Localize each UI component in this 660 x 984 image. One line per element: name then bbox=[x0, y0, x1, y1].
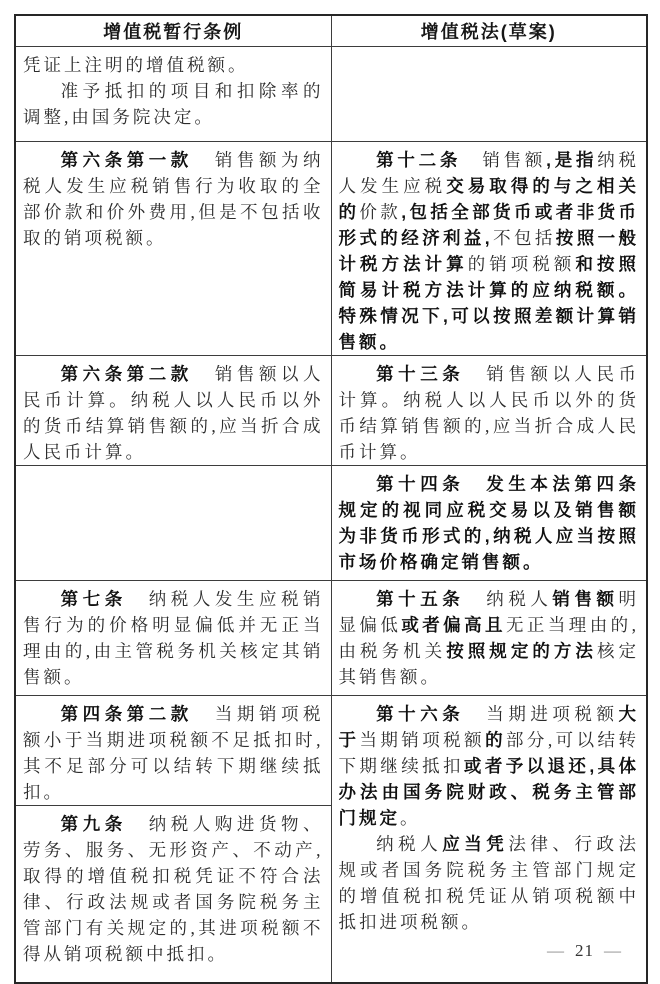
vat-law-comparison-table bbox=[14, 14, 648, 984]
page-number-dash-right: — bbox=[604, 941, 622, 960]
emphasized-text: 第七条 bbox=[60, 589, 127, 609]
cell-right-article-16 bbox=[331, 696, 647, 983]
body-text: 纳税人发生应税 bbox=[338, 150, 639, 196]
page-number-dash-left: — bbox=[547, 941, 565, 960]
body-text: 的销项税额 bbox=[467, 254, 576, 274]
emphasized-text: ,包括全部货币或者非货币形式的经济利益, bbox=[338, 202, 639, 248]
body-text: 销售额以人民币计算。纳税人以人民币以外的货币结算销售额的,应当折合成人民币计算。 bbox=[23, 364, 324, 462]
emphasized-text: 第六条第一款 bbox=[60, 150, 193, 170]
table-row bbox=[15, 696, 647, 806]
table-row bbox=[15, 142, 647, 356]
emphasized-text: 第十二条 bbox=[376, 150, 462, 170]
emphasized-text: 按照一般计税方法计算 bbox=[338, 228, 640, 274]
body-text: 当期进项税额 bbox=[464, 704, 619, 724]
emphasized-text: 或者予以退还,具体办法由国务院财政、税务主管部门规定 bbox=[338, 756, 639, 828]
body-text: 销售额以人民币计算。纳税人以人民币以外的货币结算销售额的,应当折合成人民币计算。 bbox=[338, 364, 640, 462]
paragraph bbox=[339, 361, 640, 465]
table-row bbox=[15, 356, 647, 466]
paragraph bbox=[339, 147, 640, 355]
cell-left-continuation-deduction bbox=[15, 47, 331, 142]
body-text: 销售额 bbox=[461, 150, 547, 170]
emphasized-text: 和按照简易计税方法计算的应纳税额。特殊情况下,可以按照差额计算销售额。 bbox=[338, 254, 640, 352]
cell-left-article-7 bbox=[15, 581, 331, 696]
paragraph bbox=[23, 78, 324, 130]
body-text: 无正当理由的,由税务机关 bbox=[338, 615, 639, 661]
emphasized-text: 第十四条 发生本法第四条规定的视同应税交易以及销售额为非货币形式的,纳税人应当按照市场价格确定销售额。 bbox=[338, 474, 639, 572]
table-header-row bbox=[15, 15, 647, 47]
cell-left-empty bbox=[15, 466, 331, 581]
body-text: 核定其销售额。 bbox=[338, 641, 640, 687]
body-text: 明显偏低 bbox=[338, 589, 640, 635]
table-row bbox=[15, 466, 647, 581]
body-text: 。 bbox=[400, 808, 421, 828]
cell-left-article-6-para-1 bbox=[15, 142, 331, 356]
page-number bbox=[537, 941, 632, 961]
emphasized-text: 第九条 bbox=[60, 814, 127, 834]
emphasized-text: 大于 bbox=[338, 704, 640, 750]
emphasized-text: 第十六条 bbox=[376, 704, 465, 724]
paragraph bbox=[23, 586, 324, 690]
body-text: 准予抵扣的项目和扣除率的调整,由国务院决定。 bbox=[23, 81, 324, 127]
body-text: 凭证上注明的增值税额。 bbox=[23, 55, 249, 75]
paragraph bbox=[339, 471, 640, 575]
column-header-draft-law: 增值税法(草案) bbox=[331, 15, 647, 47]
emphasized-text: 第四条第二款 bbox=[60, 704, 193, 724]
emphasized-text: 第十三条 bbox=[376, 364, 465, 384]
body-text: 纳税人购进货物、劳务、服务、无形资产、不动产,取得的增值税扣税凭证不符合法律、行政法规或者国务院税务主管部门有关规定的,其进项税额不得从销项税额中抵扣。 bbox=[23, 814, 324, 964]
paragraph bbox=[23, 701, 324, 805]
body-text: 纳税人 bbox=[464, 589, 553, 609]
cell-right-article-14 bbox=[331, 466, 647, 581]
body-text: 销售额为纳税人发生应税销售行为收取的全部价款和价外费用,但是不包括收取的销项税额。 bbox=[23, 150, 324, 248]
emphasized-text: 或者偏高且 bbox=[401, 615, 506, 635]
emphasized-text: 按照规定的方法 bbox=[446, 641, 597, 661]
body-text: 当期销项税额 bbox=[359, 730, 486, 750]
cell-left-article-4-para-2 bbox=[15, 696, 331, 806]
paragraph bbox=[339, 586, 640, 690]
paragraph bbox=[339, 701, 640, 831]
cell-left-article-6-para-2 bbox=[15, 356, 331, 466]
paragraph bbox=[23, 361, 324, 465]
page-number-value: 21 bbox=[575, 941, 594, 960]
table-row bbox=[15, 581, 647, 696]
emphasized-text: 交易取得的与之相关的 bbox=[338, 176, 640, 222]
emphasized-text: 应当凭 bbox=[442, 834, 509, 854]
body-text: 价款 bbox=[359, 202, 402, 222]
body-text: 不包括 bbox=[492, 228, 556, 248]
emphasized-text: 第十五条 bbox=[376, 589, 465, 609]
table-row bbox=[15, 47, 647, 142]
emphasized-text: ,是指 bbox=[546, 150, 598, 170]
emphasized-text: 销售额 bbox=[552, 589, 619, 609]
cell-right-empty bbox=[331, 47, 647, 142]
cell-right-article-12 bbox=[331, 142, 647, 356]
body-text: 当期销项税额小于当期进项税额不足抵扣时,其不足部分可以结转下期继续抵扣。 bbox=[23, 704, 324, 802]
body-text: 部分,可以结转下期继续抵扣 bbox=[338, 730, 639, 776]
paragraph bbox=[23, 811, 324, 967]
paragraph bbox=[23, 147, 324, 251]
body-text: 法律、行政法规或者国务院税务主管部门规定的增值税扣税凭证从销项税额中抵扣进项税额。 bbox=[338, 834, 640, 932]
body-text: 纳税人 bbox=[376, 834, 443, 854]
cell-right-article-15 bbox=[331, 581, 647, 696]
column-header-provisional-regulations: 增值税暂行条例 bbox=[15, 15, 331, 47]
cell-left-article-9 bbox=[15, 806, 331, 983]
paragraph bbox=[23, 52, 324, 78]
emphasized-text: 的 bbox=[485, 730, 506, 750]
paragraph bbox=[339, 831, 640, 935]
emphasized-text: 第六条第二款 bbox=[60, 364, 193, 384]
cell-right-article-13 bbox=[331, 356, 647, 466]
body-text: 纳税人发生应税销售行为的价格明显偏低并无正当理由的,由主管税务机关核定其销售额。 bbox=[23, 589, 324, 687]
